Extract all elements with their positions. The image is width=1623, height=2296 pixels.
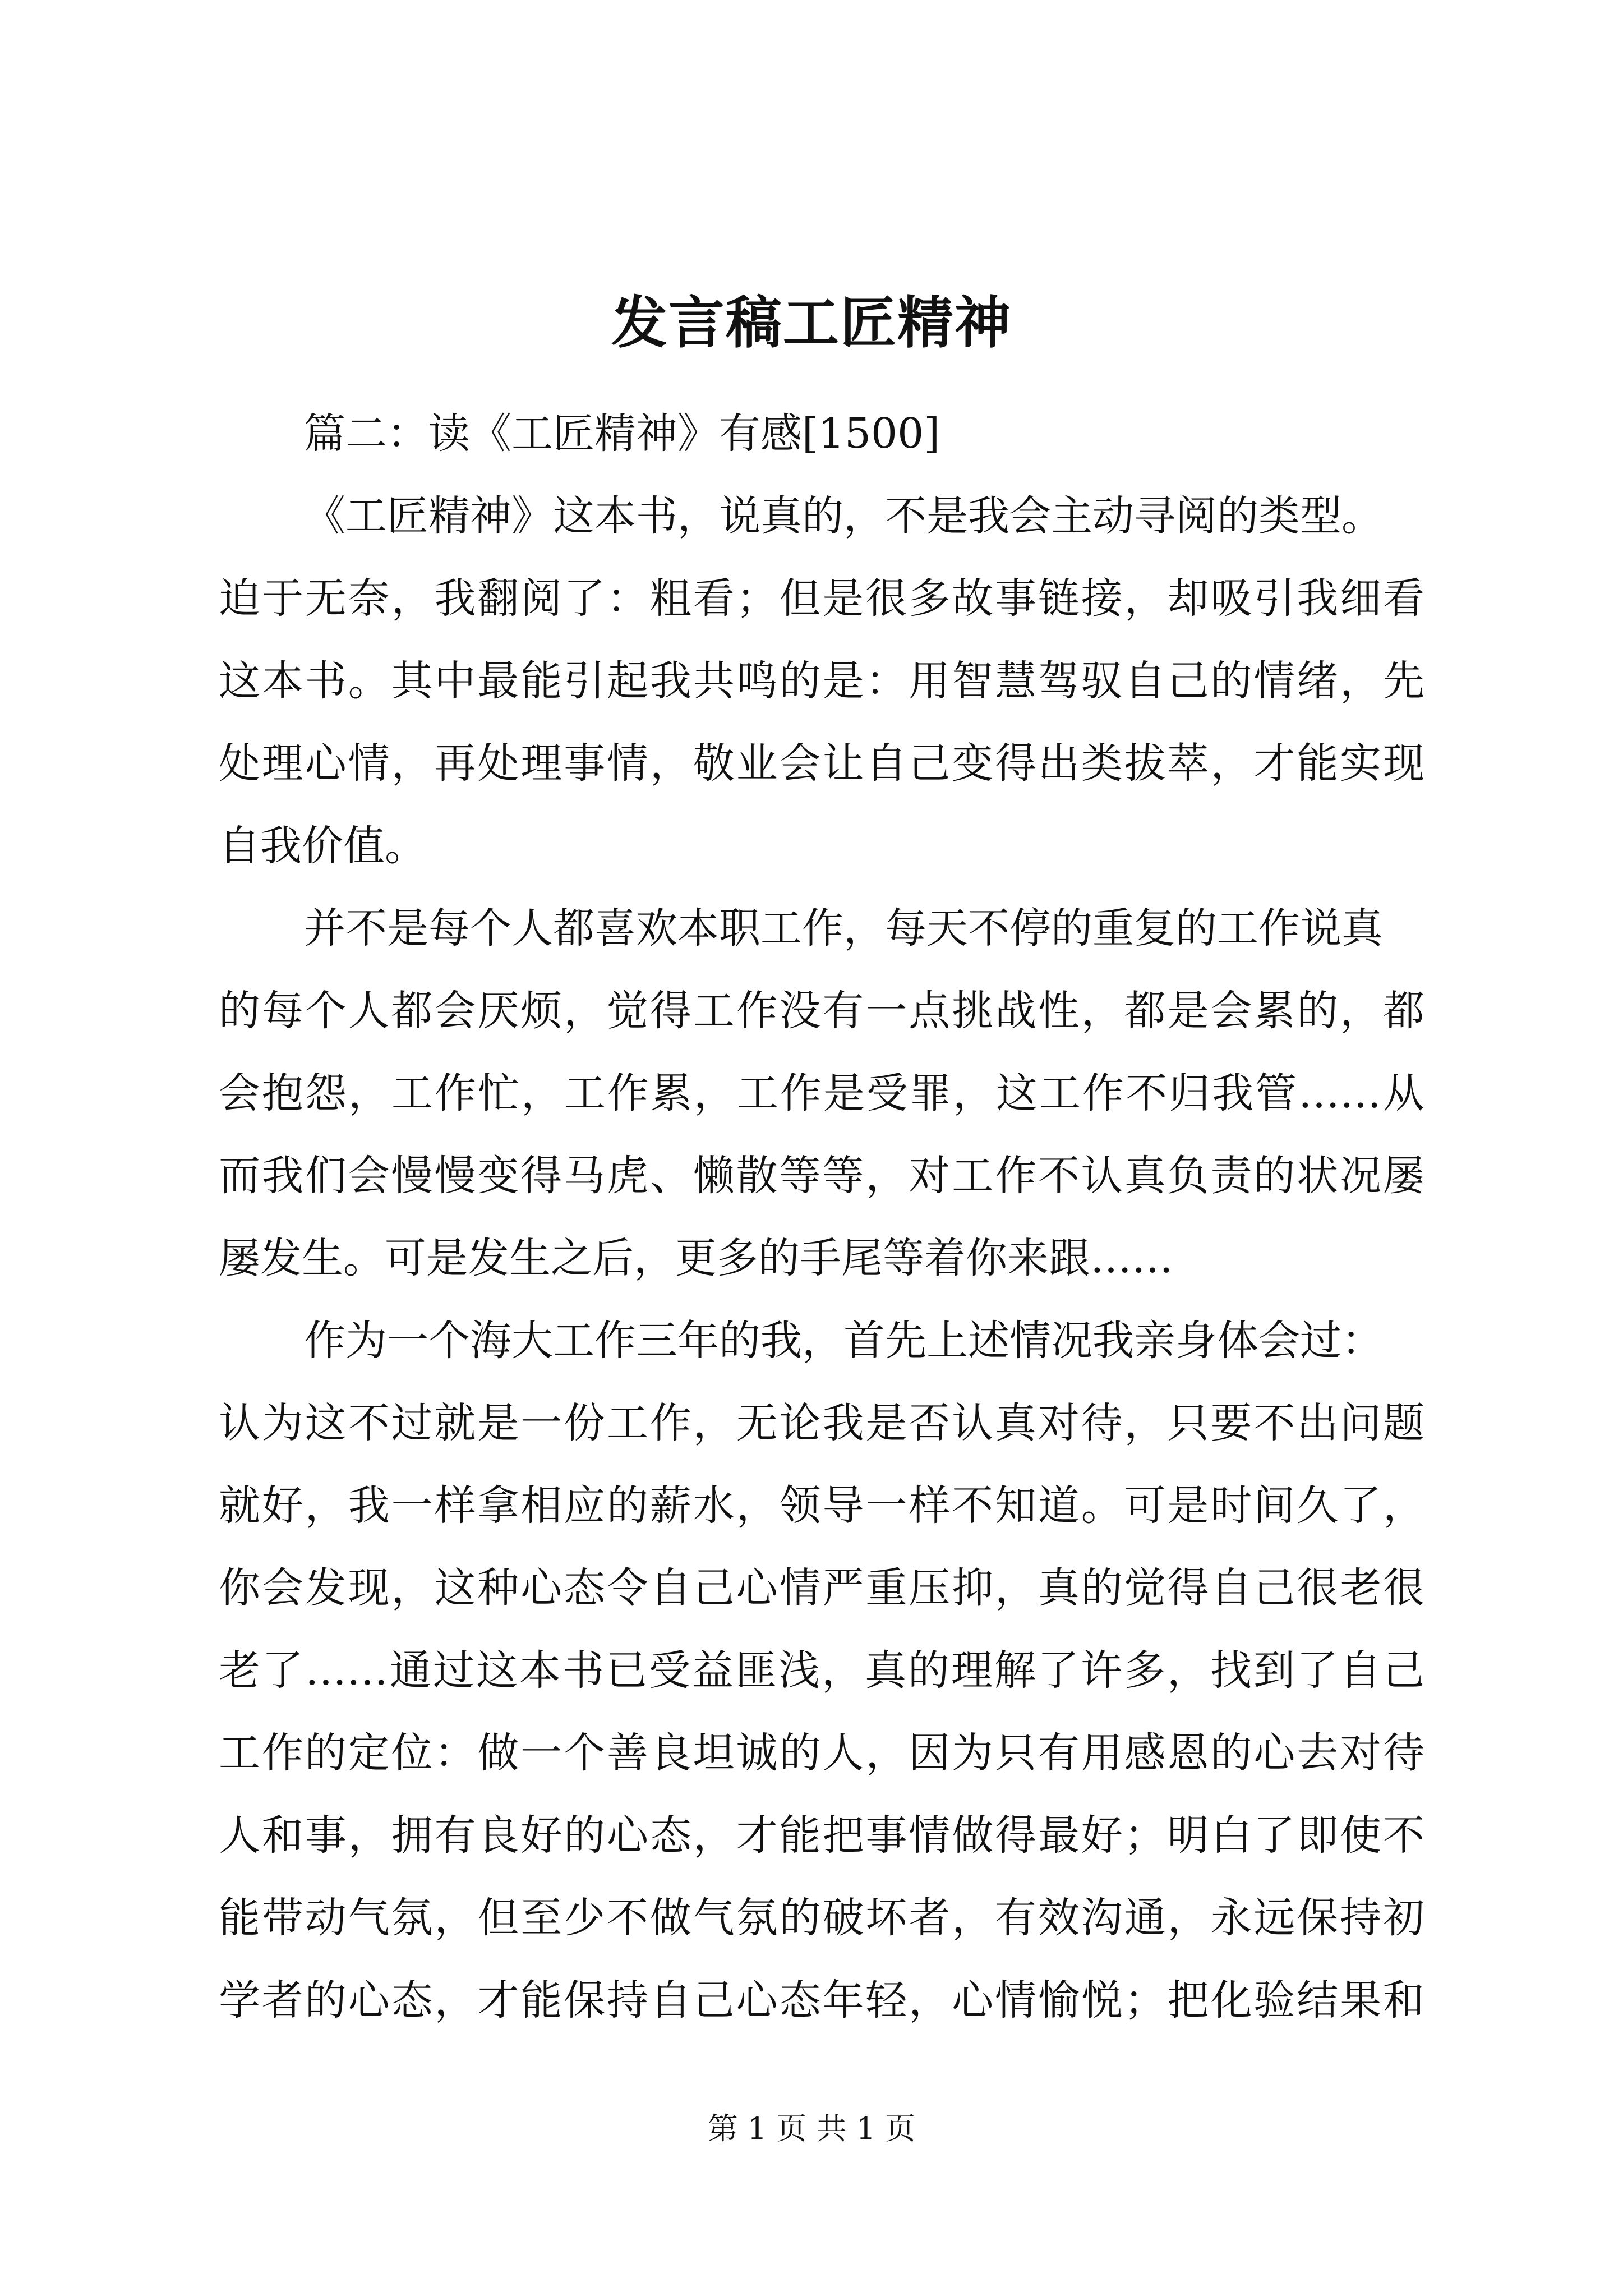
paragraph-line: 老了……通过这本书已受益匪浅，真的理解了许多，找到了自己	[219, 1646, 1424, 1695]
paragraph-line: 处理心情，再处理事情，敬业会让自己变得出类拔萃，才能实现	[219, 739, 1424, 788]
section-heading: 篇二：读《工匠精神》有感[1500]	[304, 409, 940, 458]
paragraph-line: 会抱怨，工作忙，工作累，工作是受罪，这工作不归我管……从	[219, 1069, 1424, 1117]
paragraph-line: 就好，我一样拿相应的薪水，领导一样不知道。可是时间久了，	[219, 1481, 1424, 1530]
paragraph-line: 迫于无奈，我翻阅了：粗看；但是很多故事链接，却吸引我细看	[219, 574, 1424, 623]
paragraph-line: 认为这不过就是一份工作，无论我是否认真对待，只要不出问题	[219, 1399, 1424, 1447]
paragraph-line: 你会发现，这种心态令自己心情严重压抑，真的觉得自己很老很	[219, 1564, 1424, 1612]
paragraph-line: 《工匠精神》这本书，说真的，不是我会主动寻阅的类型。	[304, 492, 1383, 540]
paragraph-line: 而我们会慢慢变得马虎、懒散等等，对工作不认真负责的状况屡	[219, 1152, 1424, 1200]
document-title: 发言稿工匠精神	[611, 289, 1012, 356]
paragraph-line: 这本书。其中最能引起我共鸣的是：用智慧驾驭自己的情绪，先	[219, 657, 1424, 705]
paragraph-line: 并不是每个人都喜欢本职工作，每天不停的重复的工作说真	[304, 904, 1383, 953]
page-footer: 第 1 页 共 1 页	[707, 2111, 916, 2146]
paragraph-line: 的每个人都会厌烦，觉得工作没有一点挑战性，都是会累的，都	[219, 987, 1424, 1035]
paragraph-line: 作为一个海大工作三年的我，首先上述情况我亲身体会过：	[304, 1317, 1383, 1365]
paragraph-line: 工作的定位：做一个善良坦诚的人，因为只有用感恩的心去对待	[219, 1729, 1424, 1777]
paragraph-line: 学者的心态，才能保持自己心态年轻，心情愉悦；把化验结果和	[219, 1976, 1424, 2024]
paragraph-line: 人和事，拥有良好的心态，才能把事情做得最好；明白了即使不	[219, 1811, 1424, 1860]
document-body	[219, 393, 1424, 2042]
paragraph-line: 自我价值。	[219, 822, 426, 870]
paragraph-line: 能带动气氛，但至少不做气氛的破坏者，有效沟通，永远保持初	[219, 1894, 1424, 1942]
paragraph-line: 屡发生。可是发生之后，更多的手尾等着你来跟……	[219, 1234, 1173, 1282]
